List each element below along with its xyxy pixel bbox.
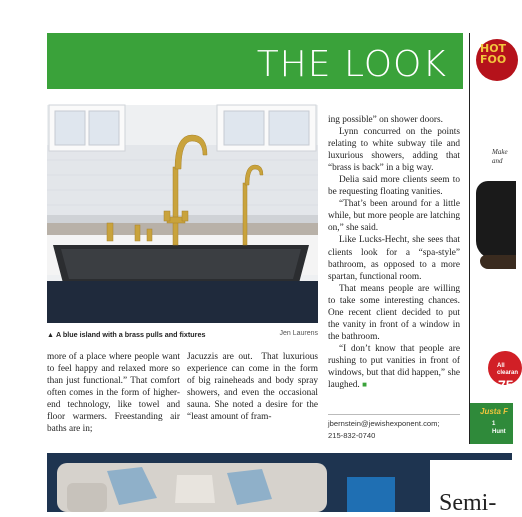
article-paragraph: Jacuzzis are out. That luxurious experience can come in the form of big raineheads and body spray showers, and even the occasional sauna. She noted a desire for the “least amount of fram- <box>187 352 318 423</box>
ad-panel-subtext <box>492 420 506 436</box>
section-banner <box>47 33 463 89</box>
ad-blue-panel <box>347 477 395 512</box>
article-column-2 <box>187 351 318 423</box>
contact-phone: 215-832-0740 <box>328 431 376 440</box>
end-mark-icon: ■ <box>362 380 367 390</box>
article-column-3 <box>328 114 460 391</box>
article-paragraph: more of a place where people want to feel happy and relaxed more so than just functional.” That comfort often comes in the form of higher-end technology, like towel and floor warmers. Freestanding air baths are in; <box>47 352 180 435</box>
ad-shoe-image <box>476 181 516 259</box>
ad-logo-text: HOT FOO <box>480 42 507 66</box>
bottom-ad-title: Semi- <box>439 490 497 516</box>
contact-divider <box>328 414 460 415</box>
ad-panel-title: Justa F <box>480 407 509 416</box>
article-paragraph: Lynn concurred on the points relating to white subway tile and luxurious showers, adding that “brass is back” in a big way. <box>328 127 460 174</box>
sofa-illustration <box>47 453 347 512</box>
article-paragraph <box>328 343 460 391</box>
ad-panel-sub-2: Hunt <box>492 429 506 435</box>
ad-tagline: Make and <box>492 148 508 165</box>
ad-shoe-sole <box>480 255 516 269</box>
article-paragraph: Like Lucks-Hecht, she sees that clients look for a “spa-style” bathroom, as opposed to a more spartan, functional room. <box>328 235 460 282</box>
article-paragraph: Delia said more clients seem to be requesting floating vanities. <box>328 175 460 198</box>
photo-caption <box>47 330 318 342</box>
article-column-1 <box>47 351 180 435</box>
article-paragraph: “That’s been around for a little while, but more people are latching on,” she said. <box>328 199 460 234</box>
photo-credit: Jen Laurens <box>279 330 318 337</box>
ad-panel-sub-1: 1 <box>492 421 496 427</box>
caption-triangle-icon: ▲ <box>47 332 54 339</box>
section-title: THE LOOK <box>256 44 447 85</box>
article-paragraph: ing possible” on shower doors. <box>328 115 443 125</box>
contact-email[interactable]: jbernstein@jewishexponent.com; <box>328 419 440 428</box>
article-photo <box>47 105 318 323</box>
ad-burst-number: 75 <box>498 377 514 393</box>
article-paragraph: That means people are willing to take some interesting chances. One recent client decided to put the vanity in front of a window in the bathroom. <box>328 283 460 342</box>
ad-burst-text: All clearan <box>497 363 519 376</box>
author-contact <box>328 418 468 442</box>
kitchen-photo-illustration <box>47 105 318 323</box>
side-advertisement[interactable] <box>469 33 519 444</box>
article-last-text: “I don’t know that people are rushing to put vanities in front of windows, but that did happen,” she laughed. <box>328 343 460 391</box>
caption-text: A blue island with a brass pulls and fixtures <box>55 330 206 339</box>
